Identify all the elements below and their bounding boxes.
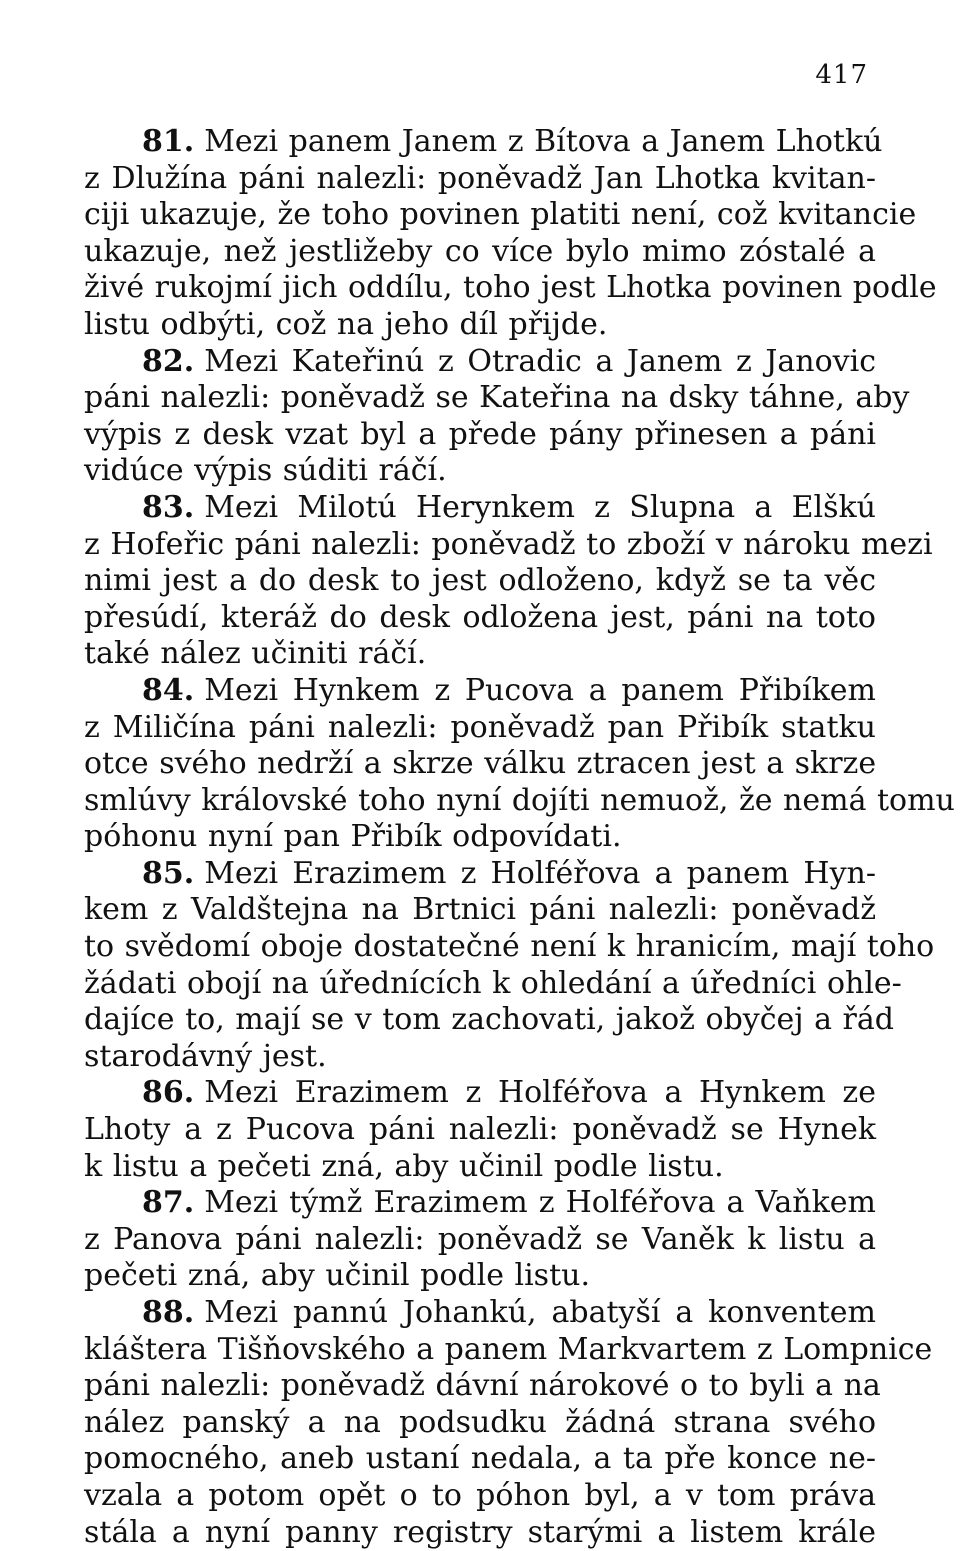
text-line: Lhoty a z Pucova páni nalezli: poněvadž se Hynek <box>84 1112 876 1148</box>
paragraph-81 <box>84 124 937 344</box>
text-line: smlúvy královské toho nyní dojíti nemuož, že nemá tomu <box>84 782 955 818</box>
text-line: z Panova páni nalezli: poněvadž se Vaněk k listu a <box>84 1221 876 1257</box>
text-line: kláštera Tišňovského a panem Markvartem z Lompnice <box>84 1331 933 1367</box>
text-line: ciji ukazuje, že toho povinen platiti není, což kvitancie <box>84 197 917 233</box>
text-column <box>84 124 955 1551</box>
page-number: 417 <box>815 60 868 90</box>
paragraph-84 <box>84 672 955 856</box>
text-line: stála a nyní panny registry starými a listem krále <box>84 1514 876 1550</box>
text-line: ukazuje, než jestližeby co více bylo mimo zóstalé a <box>84 233 876 269</box>
line-text: Mezi týmž Erazimem z Holféřova a Vaňkem <box>204 1185 876 1221</box>
line-text: Mezi Hynkem z Pucova a panem Přibíkem <box>204 672 876 708</box>
text-line: k listu a pečeti zná, aby učinil podle listu. <box>84 1148 724 1184</box>
text-line: vzala a potom opět o to póhon byl, a v tom práva <box>84 1477 876 1513</box>
text-line: nález panský a na podsudku žádná strana svého <box>84 1404 876 1440</box>
text-line <box>84 124 883 161</box>
paragraph-number: 81. <box>142 124 195 159</box>
text-line <box>84 1075 876 1112</box>
line-text: Mezi panem Janem z Bítova a Janem Lhotkú <box>204 124 883 159</box>
text-line: žádati obojí na úřednících k ohledání a úředníci ohle- <box>84 965 902 1001</box>
text-line: listu odbýti, což na jeho díl přijde. <box>84 306 608 342</box>
text-line: z Dlužína páni nalezli: poněvadž Jan Lhotka kvitan- <box>84 160 876 196</box>
text-line: z Hofeřic páni nalezli: poněvadž to zboží v nároku mezi <box>84 526 933 562</box>
text-line: páni nalezli: poněvadž dávní nárokové o to byli a na <box>84 1368 881 1404</box>
paragraph-85 <box>84 855 935 1076</box>
text-line: také nález učiniti ráčí. <box>84 636 427 672</box>
text-line: páni nalezli: poněvadž se Kateřina na dsky táhne, aby <box>84 380 910 416</box>
text-line: nimi jest a do desk to jest odloženo, když se ta věc <box>84 563 876 599</box>
text-line: otce svého nedrží a skrze válku ztracen jest a skrze <box>84 746 877 782</box>
text-line: vidúce výpis súditi ráčí. <box>84 453 447 489</box>
text-line: to svědomí oboje dostatečné není k hranicím, mají toho <box>84 929 935 965</box>
paragraph-87 <box>84 1185 876 1295</box>
text-line: pomocného, aneb ustaní nedala, a ta pře konce ne- <box>84 1441 876 1477</box>
paragraph-83 <box>84 489 933 673</box>
text-line: dajíce to, mají se v tom zachovati, jakož obyčej a řád <box>84 1002 894 1038</box>
text-line <box>84 490 876 527</box>
paragraph-number: 85. <box>142 855 195 891</box>
text-line: živé rukojmí jich oddílu, toho jest Lhotka povinen podle <box>84 270 937 306</box>
text-line <box>84 1185 876 1222</box>
paragraph-number: 86. <box>142 1075 195 1111</box>
text-line: výpis z desk vzat byl a přede pány přinesen a páni <box>84 416 876 452</box>
paragraph-number: 87. <box>142 1185 195 1221</box>
line-text: Mezi pannú Johankú, abatyší a konventem <box>204 1295 876 1330</box>
text-line <box>84 673 876 710</box>
text-line: přesúdí, kteráž do desk odložena jest, páni na toto <box>84 599 876 635</box>
line-text: Mezi Kateřinú z Otradic a Janem z Janovic <box>204 343 876 379</box>
text-line <box>84 856 876 893</box>
paragraph-86 <box>84 1075 876 1185</box>
text-line: starodávný jest. <box>84 1038 327 1074</box>
paragraph-number: 83. <box>142 489 195 525</box>
paragraph-88 <box>84 1295 933 1551</box>
paragraph-number: 84. <box>142 672 195 708</box>
paragraph-number: 82. <box>142 343 195 379</box>
text-line: póhonu nyní pan Přibík odpovídati. <box>84 819 622 855</box>
text-line: kem z Valdštejna na Brtnici páni nalezli: poněvadž <box>84 892 876 928</box>
line-text: Mezi Milotú Herynkem z Slupna a Elškú <box>204 489 876 525</box>
text-line: pečeti zná, aby učinil podle listu. <box>84 1258 590 1294</box>
line-text: Mezi Erazimem z Holféřova a panem Hyn- <box>204 855 876 891</box>
line-text: Mezi Erazimem z Holféřova a Hynkem ze <box>204 1075 876 1111</box>
text-line <box>84 1295 876 1332</box>
paragraph-82 <box>84 343 910 490</box>
text-line: z Miličína páni nalezli: poněvadž pan Přibík statku <box>84 709 876 745</box>
paragraph-number: 88. <box>142 1295 195 1330</box>
text-line <box>84 344 876 381</box>
